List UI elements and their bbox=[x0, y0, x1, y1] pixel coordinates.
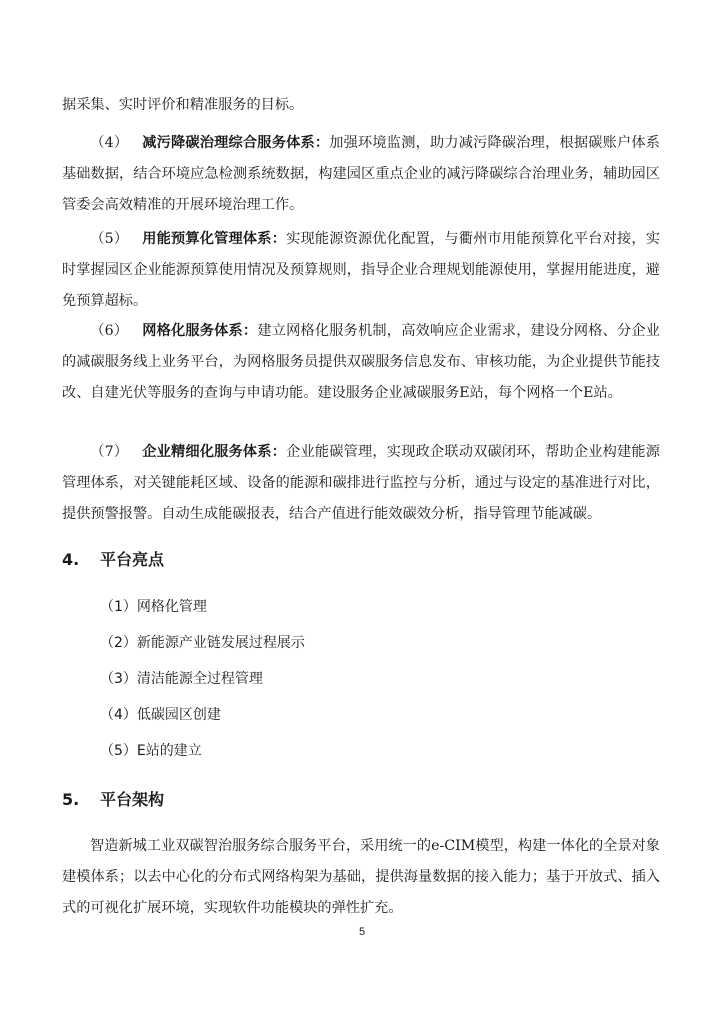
paragraph-item-6 bbox=[62, 316, 660, 409]
section-number: 5. bbox=[62, 790, 80, 809]
list-item: （2）新能源产业链发展过程展示 bbox=[100, 635, 305, 651]
paragraph-text: 实现能源资源优化配置，与衢州市用能预算化平台对接，实时掌握园区企业能源预算使用情况及预算规则，指导企业合理规划能源使用，掌握用能进度，避免预算超标。 bbox=[62, 231, 660, 309]
list-item: （5）E站的建立 bbox=[100, 743, 202, 759]
section-5-paragraph bbox=[62, 831, 660, 924]
item-term: 网格化服务体系： bbox=[142, 323, 258, 339]
item-term: 用能预算化管理体系： bbox=[142, 231, 287, 247]
paragraph-item-5 bbox=[62, 224, 660, 317]
item-number: （4） bbox=[90, 135, 129, 151]
list-item: （1）网格化管理 bbox=[100, 599, 207, 615]
item-number: （6） bbox=[90, 323, 129, 339]
section-number: 4. bbox=[62, 550, 80, 569]
paragraph-text: 企业能碳管理，实现政企联动双碳闭环，帮助企业构建能源管理体系，对关键能耗区域、设备的能源和碳排进行监控与分析，通过与设定的基准进行对比，提供预警报警。自动生成能碳报表，结合产值进行能效碳效分析，指导管理节能减碳。 bbox=[62, 444, 660, 522]
item-term: 企业精细化服务体系： bbox=[142, 444, 287, 460]
paragraph-item-4 bbox=[62, 128, 660, 221]
page-number: 5 bbox=[358, 926, 366, 938]
paragraph-continuation bbox=[62, 90, 660, 121]
paragraph-text: 据采集、实时评价和精准服务的目标。 bbox=[62, 97, 304, 113]
paragraph-text: 加强环境监测，助力减污降碳治理，根据碳账户体系基础数据，结合环境应急检测系统数据，构建园区重点企业的减污降碳综合治理业务，辅助园区管委会高效精准的开展环境治理工作。 bbox=[62, 135, 660, 213]
item-number: （7） bbox=[90, 444, 129, 460]
item-term: 减污降碳治理综合服务体系： bbox=[142, 135, 330, 151]
section-title: 平台亮点 bbox=[100, 550, 165, 569]
list-item: （4）低碳园区创建 bbox=[100, 707, 221, 723]
section-title: 平台架构 bbox=[100, 790, 165, 809]
paragraph-text: 智造新城工业双碳智治服务综合服务平台，采用统一的e-CIM模型，构建一体化的全景对象建模体系；以去中心化的分布式网络构架为基础，提供海量数据的接入能力；基于开放式、插入式的可视化扩展环境，实现软件功能模块的弹性扩充。 bbox=[62, 838, 660, 916]
item-number: （5） bbox=[90, 231, 129, 247]
list-item: （3）清洁能源全过程管理 bbox=[100, 671, 263, 687]
section-4-heading bbox=[62, 548, 164, 572]
section-5-heading bbox=[62, 788, 164, 812]
paragraph-item-7 bbox=[62, 437, 660, 530]
paragraph-text: 建立网格化服务机制，高效响应企业需求，建设分网格、分企业的减碳服务线上业务平台，为网格服务员提供双碳服务信息发布、审核功能，为企业提供节能技改、自建光伏等服务的查询与申请功能。建设服务企业减碳服务E站，每个网格一个E站。 bbox=[62, 323, 660, 401]
